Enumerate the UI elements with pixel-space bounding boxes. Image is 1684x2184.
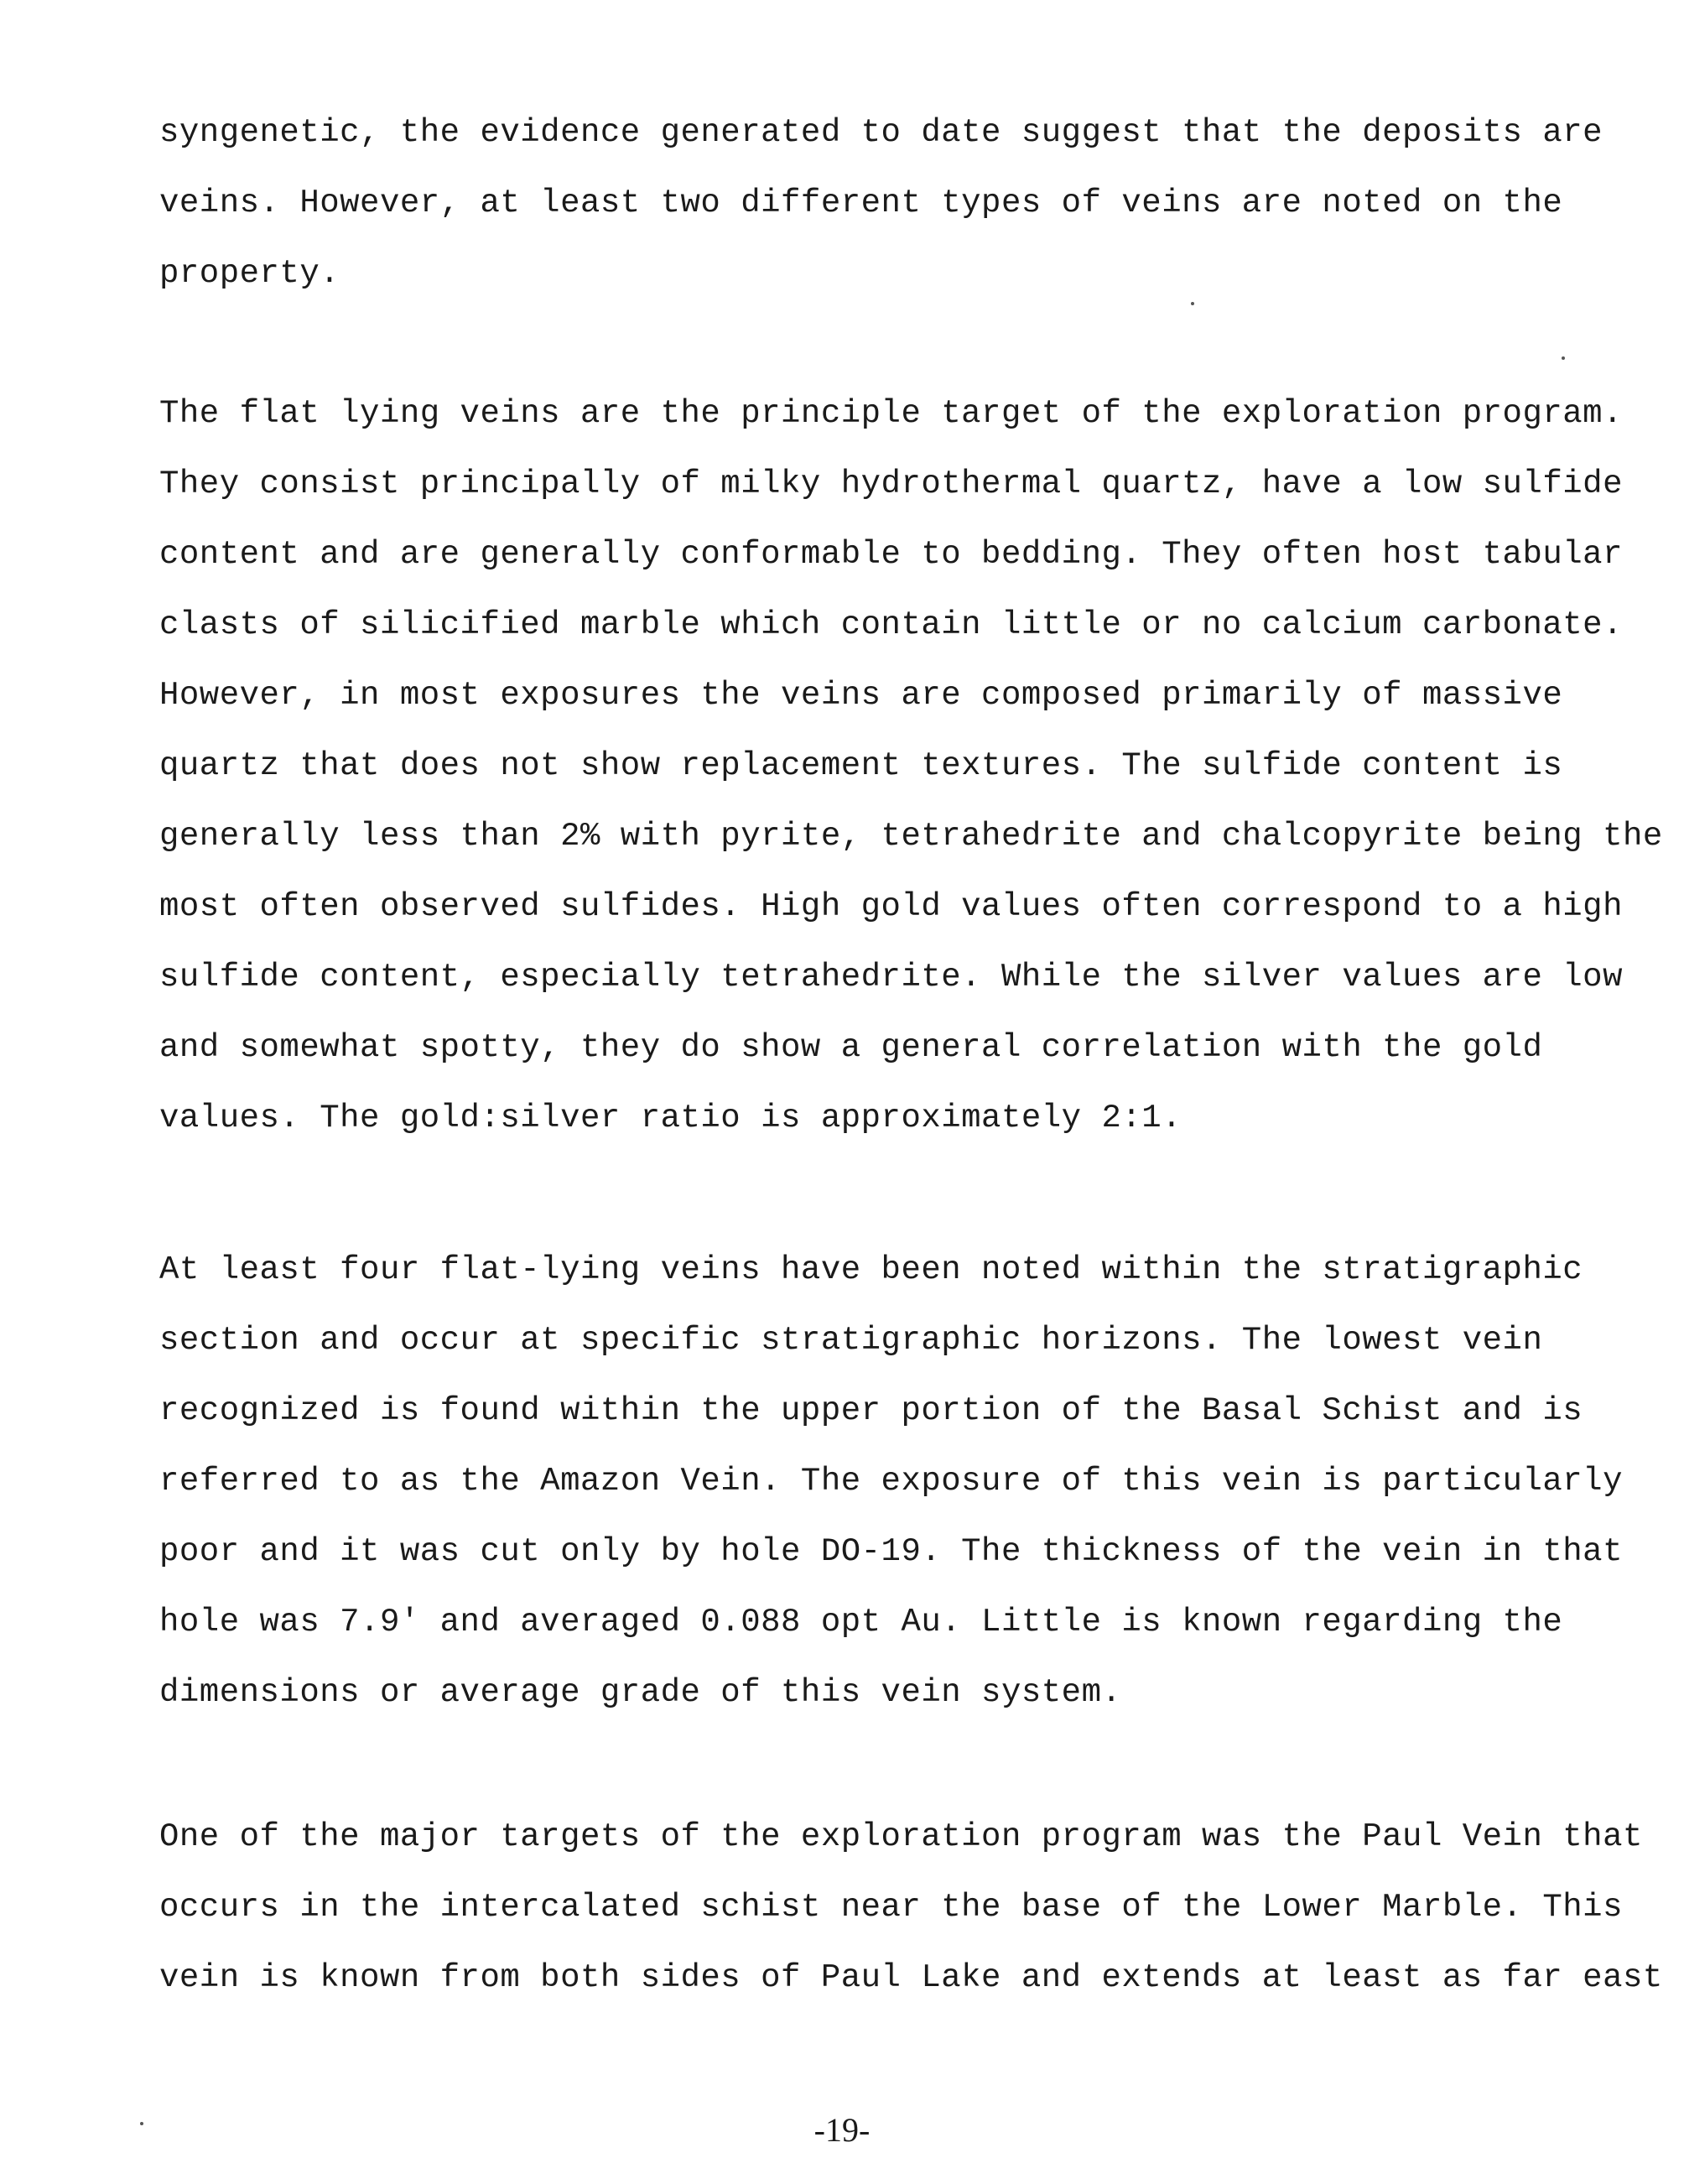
paragraph-4: [159, 1802, 1663, 2013]
text-line: values. The gold:silver ratio is approximately 2:1.: [159, 1100, 1182, 1136]
text-line: However, in most exposures the veins are composed primarily of massive: [159, 677, 1563, 714]
scan-speck: [140, 2122, 143, 2125]
text-line: and somewhat spotty, they do show a general correlation with the gold: [159, 1029, 1543, 1066]
text-line: At least four flat-lying veins have been noted within the stratigraphic: [159, 1251, 1583, 1288]
text-line: recognized is found within the upper portion of the Basal Schist and is: [159, 1392, 1583, 1429]
text-line: generally less than 2% with pyrite, tetrahedrite and chalcopyrite being the: [159, 818, 1663, 855]
text-line: vein is known from both sides of Paul Lake and extends at least as far east: [159, 1959, 1663, 1996]
paragraph-2: [159, 378, 1663, 1153]
text-line: referred to as the Amazon Vein. The exposure of this vein is particularly: [159, 1463, 1623, 1500]
scan-speck: [1562, 356, 1565, 360]
text-line: content and are generally conformable to bedding. They often host tabular: [159, 536, 1623, 573]
page-number: -19-: [813, 2111, 871, 2149]
text-line: property.: [159, 255, 340, 292]
text-line: One of the major targets of the exploration program was the Paul Vein that: [159, 1818, 1643, 1855]
text-line: most often observed sulfides. High gold values often correspond to a high: [159, 888, 1623, 925]
text-line: quartz that does not show replacement textures. The sulfide content is: [159, 747, 1563, 784]
text-line: clasts of silicified marble which contain little or no calcium carbonate.: [159, 606, 1623, 643]
scan-speck: [1191, 302, 1194, 305]
text-line: The flat lying veins are the principle target of the exploration program.: [159, 395, 1623, 432]
text-line: poor and it was cut only by hole DO-19. The thickness of the vein in that: [159, 1533, 1623, 1570]
text-line: They consist principally of milky hydrothermal quartz, have a low sulfide: [159, 465, 1623, 502]
paragraph-1: [159, 97, 1603, 309]
text-line: section and occur at specific stratigraphic horizons. The lowest vein: [159, 1322, 1543, 1359]
text-line: hole was 7.9' and averaged 0.088 opt Au. Little is known regarding the: [159, 1604, 1563, 1641]
text-line: veins. However, at least two different types of veins are noted on the: [159, 185, 1563, 221]
paragraph-3: [159, 1235, 1623, 1728]
text-line: dimensions or average grade of this vein system.: [159, 1674, 1122, 1711]
text-line: syngenetic, the evidence generated to date suggest that the deposits are: [159, 114, 1603, 151]
text-line: occurs in the intercalated schist near the base of the Lower Marble. This: [159, 1889, 1623, 1926]
text-line: sulfide content, especially tetrahedrite. While the silver values are low: [159, 959, 1623, 996]
